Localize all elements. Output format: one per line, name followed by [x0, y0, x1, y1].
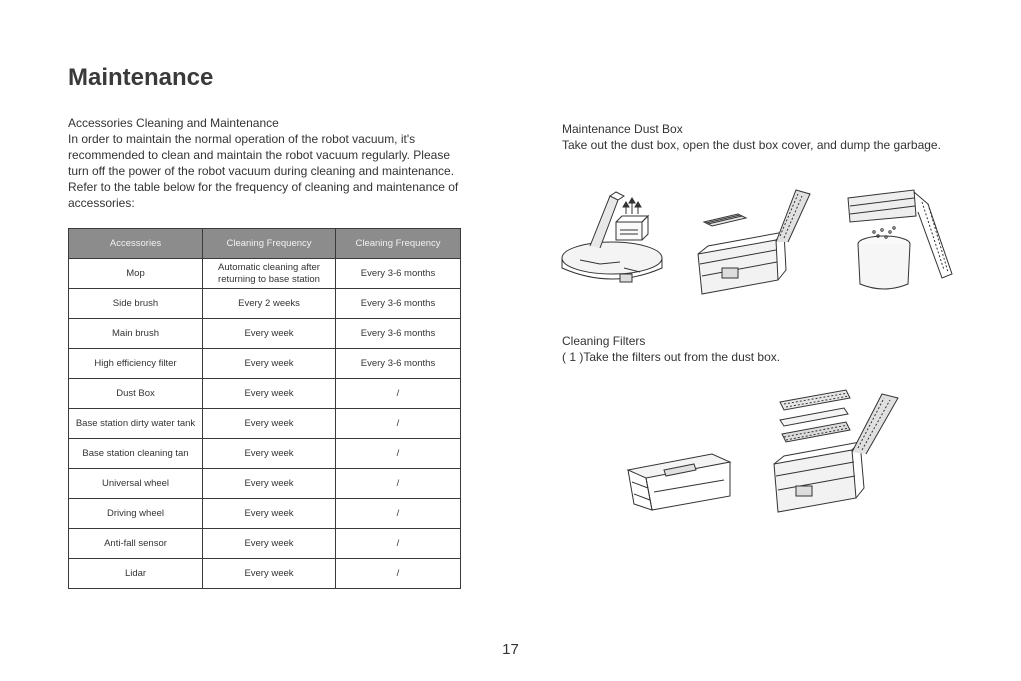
table-row	[69, 349, 461, 379]
table-row	[69, 409, 461, 439]
table-row	[69, 439, 461, 469]
table-cell: Every week	[203, 499, 336, 529]
table-cell: Every week	[203, 529, 336, 559]
table-cell: Every week	[203, 319, 336, 349]
table-row	[69, 469, 461, 499]
table-cell: /	[336, 469, 461, 499]
page-title: Maintenance	[68, 64, 214, 91]
table-cell: Every 3-6 months	[336, 259, 461, 289]
dust-box-title: Maintenance Dust Box	[562, 122, 683, 136]
robot-vacuum-dustbox-removal-illustration	[560, 186, 670, 294]
table-cell: Every week	[203, 409, 336, 439]
table-cell: Side brush	[69, 289, 203, 319]
table-row	[69, 319, 461, 349]
table-header-row	[69, 229, 461, 259]
table-cell: Universal wheel	[69, 469, 203, 499]
table-row	[69, 559, 461, 589]
table-cell: Every week	[203, 439, 336, 469]
table-header-cell: Cleaning Frequency	[203, 229, 336, 259]
table-cell: Every week	[203, 349, 336, 379]
table-header-cell: Accessories	[69, 229, 203, 259]
table-cell: Every 3-6 months	[336, 349, 461, 379]
dustbox-filters-exploded-illustration	[770, 386, 912, 516]
table-cell: Every week	[203, 469, 336, 499]
page-number: 17	[502, 641, 519, 658]
table-cell: Base station cleaning tan	[69, 439, 203, 469]
table-cell: High efficiency filter	[69, 349, 203, 379]
intro-body: In order to maintain the normal operation of the robot vacuum, it's recommended to clean and maintain the robot vacuum regularly. Please turn off the power of the robot vacuum during cleaning and maintenance. Refer to the table below for the frequency of cleaning and maintenance of accessories:	[68, 132, 459, 210]
table-cell: Base station dirty water tank	[69, 409, 203, 439]
table-cell: Mop	[69, 259, 203, 289]
table-cell: /	[336, 559, 461, 589]
dust-box-section	[562, 121, 982, 153]
table-cell: /	[336, 379, 461, 409]
filters-text: ( 1 )Take the filters out from the dust box.	[562, 350, 781, 364]
table-header-cell: Cleaning Frequency	[336, 229, 461, 259]
table-cell: Every 2 weeks	[203, 289, 336, 319]
table-cell: /	[336, 499, 461, 529]
table-cell: /	[336, 439, 461, 469]
filters-title: Cleaning Filters	[562, 334, 646, 348]
table-cell: Anti-fall sensor	[69, 529, 203, 559]
table-cell: /	[336, 529, 461, 559]
table-cell: Automatic cleaning after returning to base station	[203, 259, 336, 289]
dustbox-open-cover-illustration	[692, 184, 816, 296]
dustbox-closed-illustration	[624, 448, 734, 514]
table-row	[69, 289, 461, 319]
table-row	[69, 379, 461, 409]
dust-box-text: Take out the dust box, open the dust box cover, and dump the garbage.	[562, 138, 941, 152]
table-cell: Dust Box	[69, 379, 203, 409]
table-cell: Lidar	[69, 559, 203, 589]
table-row	[69, 529, 461, 559]
table-cell: /	[336, 409, 461, 439]
table-cell: Every week	[203, 379, 336, 409]
dustbox-dumping-illustration	[844, 188, 956, 294]
table-cell: Every 3-6 months	[336, 289, 461, 319]
maintenance-frequency-table	[68, 228, 461, 589]
intro-heading: Accessories Cleaning and Maintenance	[68, 116, 279, 130]
table-cell: Driving wheel	[69, 499, 203, 529]
table-row	[69, 499, 461, 529]
table-cell: Every 3-6 months	[336, 319, 461, 349]
intro-section	[68, 115, 468, 211]
table-cell: Every week	[203, 559, 336, 589]
filters-section	[562, 333, 982, 365]
table-cell: Main brush	[69, 319, 203, 349]
table-row	[69, 259, 461, 289]
